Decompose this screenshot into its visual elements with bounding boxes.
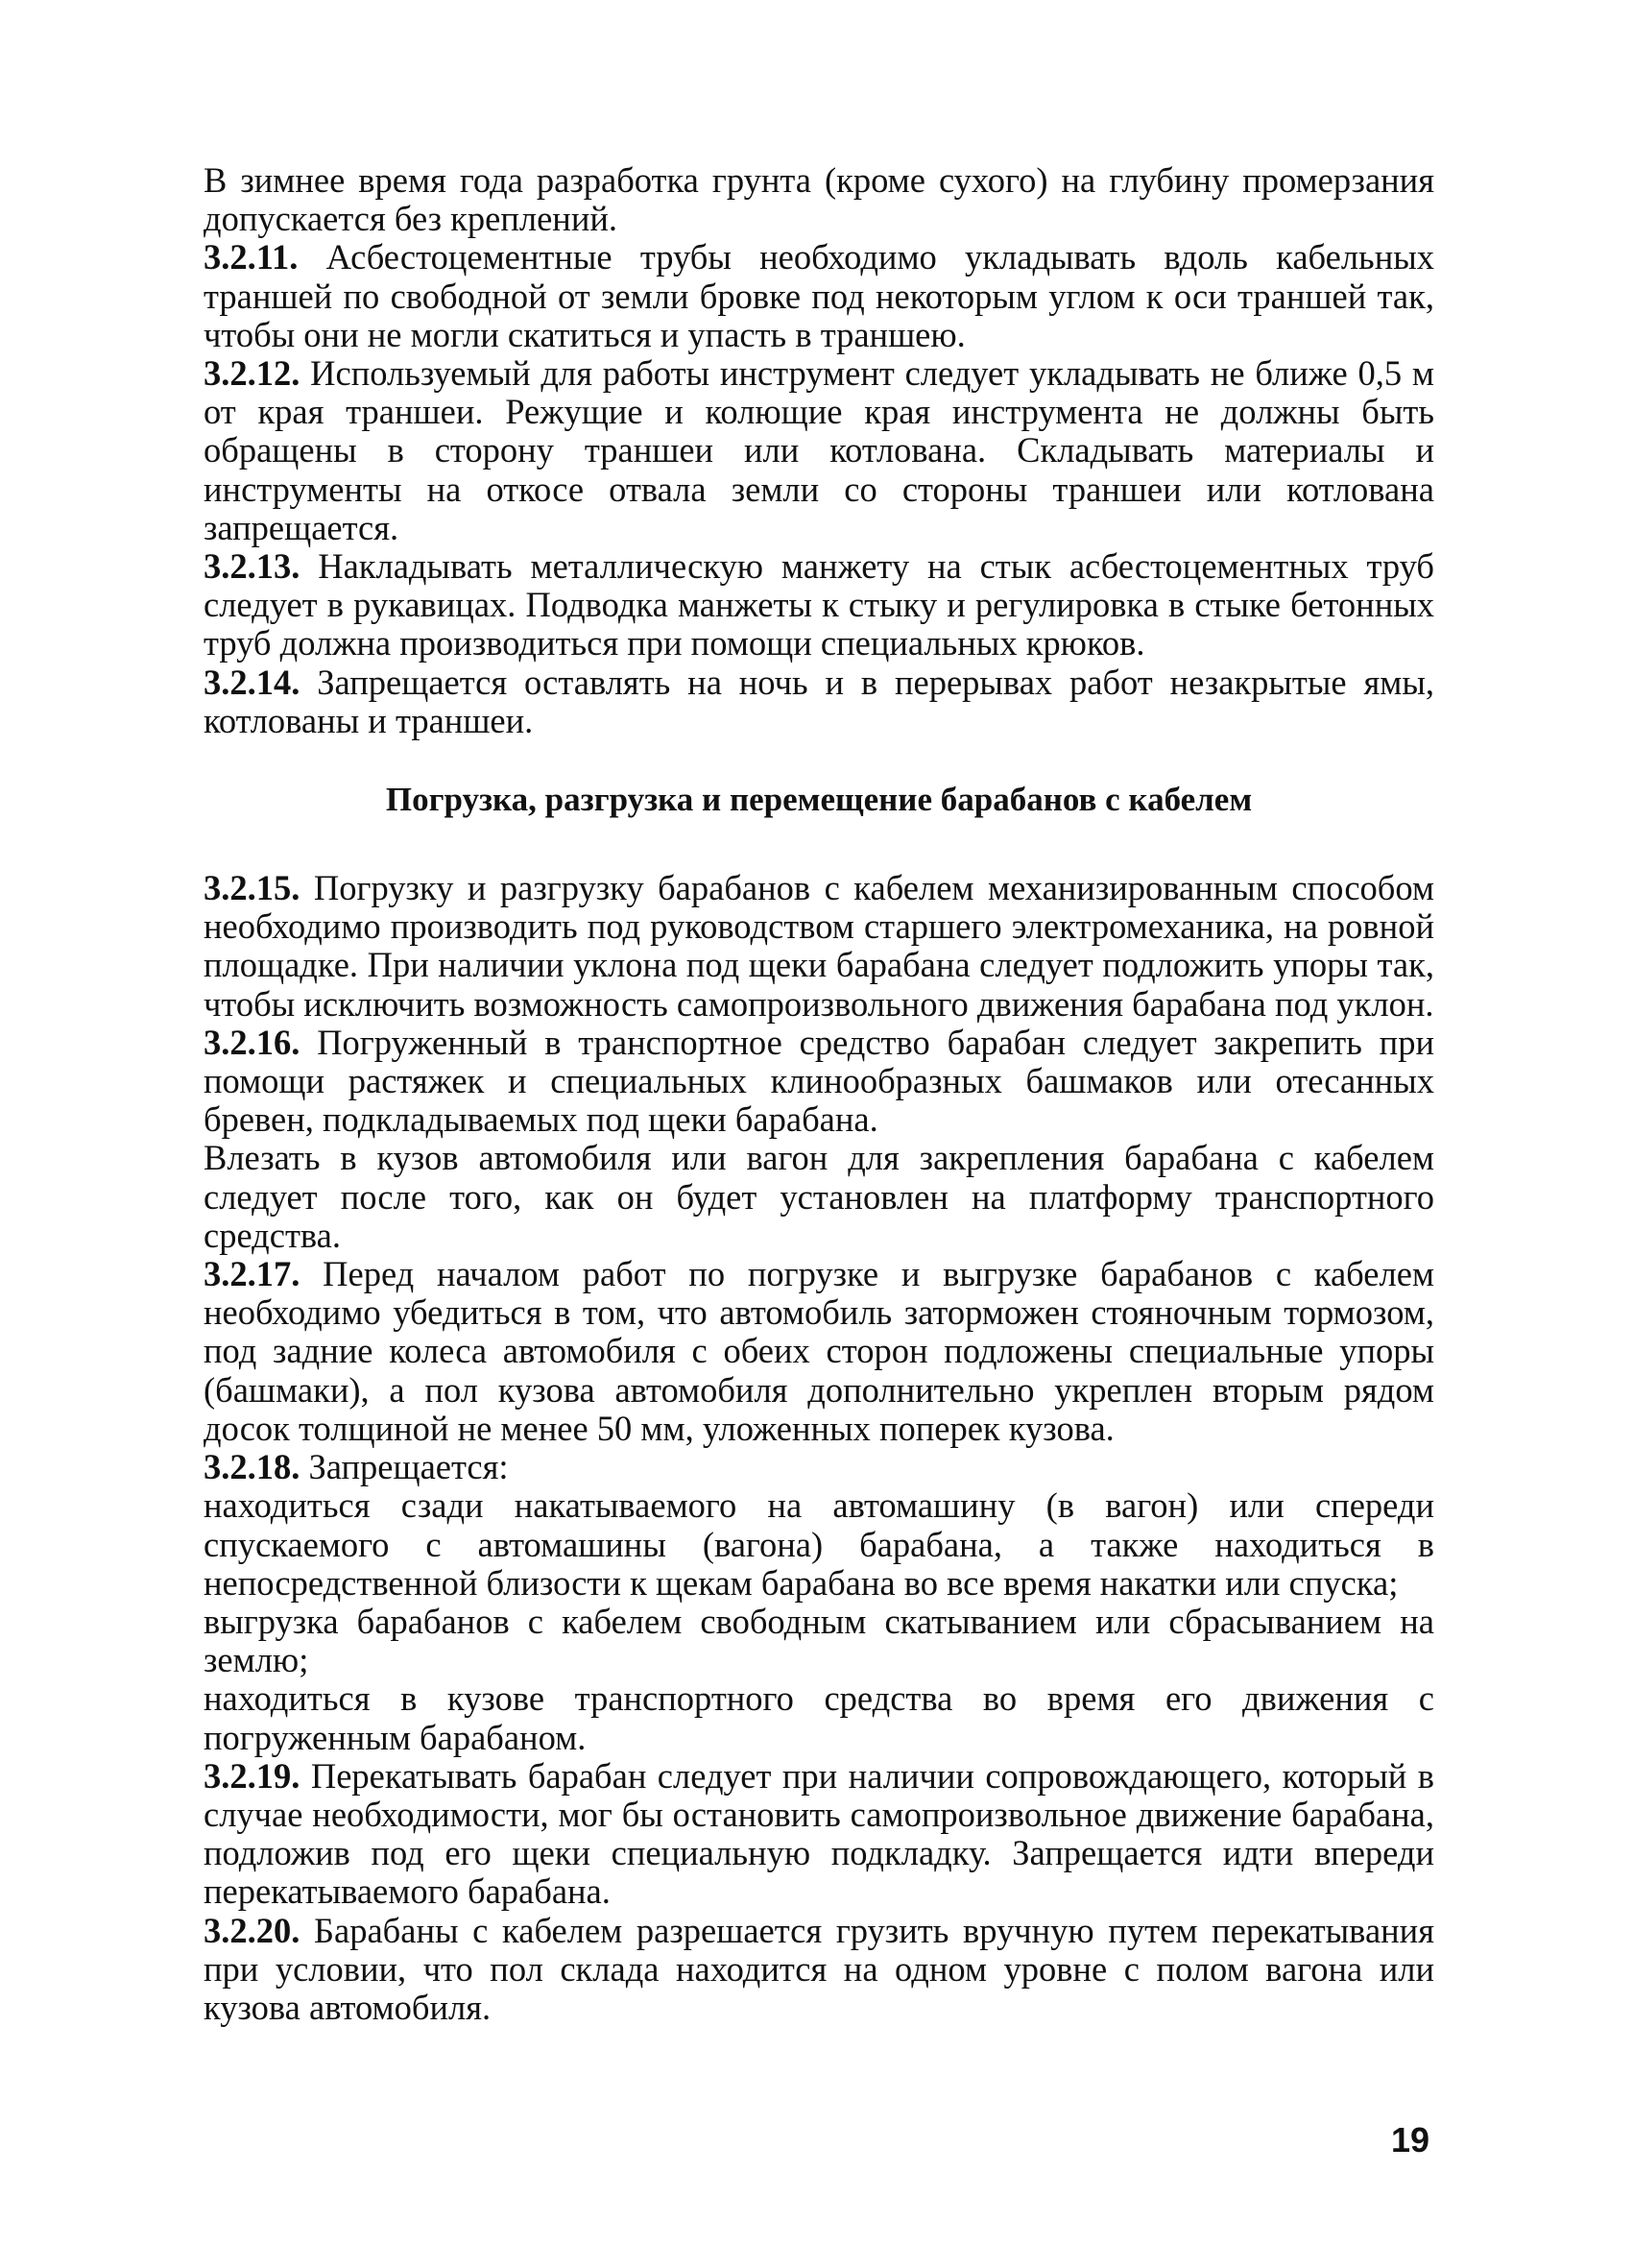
- paragraph-3-2-13: [204, 547, 1434, 664]
- paragraph-text: Запрещается оставлять на ночь и в перерывах работ незакрытые ямы, котлованы и траншеи.: [204, 662, 1434, 740]
- paragraph-3-2-15: [204, 869, 1434, 1024]
- paragraph-3-2-12: [204, 354, 1434, 547]
- paragraph-text: Погруженный в транспортное средство барабан следует закрепить при помощи растяжек и специальных клинообразных башмаков или отесанных бревен, подкладываемых под щеки барабана.: [204, 1022, 1434, 1140]
- paragraph-number: 3.2.20.: [204, 1910, 300, 1950]
- paragraph-text: Асбестоцементные трубы необходимо укладывать вдоль кабельных траншей по свободной от земли бровке под некоторым углом к оси траншей так, чтобы они не могли скатиться и упасть в траншею.: [204, 237, 1434, 354]
- paragraph-text: Влезать в кузов автомобиля или вагон для закрепления барабана с кабелем следует после того, как он будет установлен на платформу транспортного средства.: [204, 1138, 1434, 1255]
- paragraph-number: 3.2.18.: [204, 1447, 300, 1487]
- paragraph-prohibition-2: [204, 1603, 1434, 1679]
- paragraph-text: В зимнее время года разработка грунта (кроме сухого) на глубину промерзания допускается без креплений.: [204, 160, 1434, 239]
- paragraph-vehicle: [204, 1139, 1434, 1255]
- paragraph-number: 3.2.19.: [204, 1755, 300, 1796]
- paragraph-3-2-19: [204, 1757, 1434, 1912]
- paragraph-winter: [204, 161, 1434, 238]
- paragraph-number: 3.2.16.: [204, 1022, 300, 1062]
- paragraph-text: Запрещается:: [300, 1447, 509, 1487]
- paragraph-text: Используемый для работы инструмент следует укладывать не ближе 0,5 м от края траншеи. Режущие и колющие края инструмента не должны быть обращены в сторону траншеи или котлована. Складывать материалы и инструменты на откосе отвала земли со стороны траншеи или котлована запрещается.: [204, 353, 1434, 547]
- paragraph-number: 3.2.13.: [204, 546, 300, 587]
- paragraph-text: Накладывать металлическую манжету на стык асбестоцементных труб следует в рукавицах. Подводка манжеты к стыку и регулировка в стыке бетонных труб должна производиться при помощи специальных крюков.: [204, 546, 1434, 664]
- paragraph-text: находиться в кузове транспортного средства во время его движения с погруженным барабаном.: [204, 1678, 1434, 1757]
- paragraph-3-2-17: [204, 1255, 1434, 1448]
- paragraph-3-2-11: [204, 238, 1434, 354]
- paragraph-text: находиться сзади накатываемого на автомашину (в вагон) или спереди спускаемого с автомашины (вагона) барабана, а также находиться в непосредственной близости к щекам барабана во все время накатки или спуска;: [204, 1485, 1434, 1603]
- paragraph-number: 3.2.15.: [204, 868, 300, 908]
- paragraph-text: Погрузку и разгрузку барабанов с кабелем механизированным способом необходимо производить под руководством старшего электромеханика, на ровной площадке. При наличии уклона под щеки барабана следует подложить упоры так, чтобы исключить возможность самопроизвольного движения барабана под уклон.: [204, 868, 1434, 1024]
- paragraph-text: выгрузка барабанов с кабелем свободным скатыванием или сбрасыванием на землю;: [204, 1601, 1434, 1680]
- paragraph-number: 3.2.14.: [204, 662, 300, 702]
- paragraph-text: Перед началом работ по погрузке и выгрузке барабанов с кабелем необходимо убедиться в том, что автомобиль заторможен стояночным тормозом, под задние колеса автомобиля с обеих сторон подложены специальные упоры (башмаки), а пол кузова автомобиля дополнительно укреплен вторым рядом досок толщиной не менее 50 мм, уложенных поперек кузова.: [204, 1254, 1434, 1448]
- document-page: [204, 161, 1434, 2027]
- paragraph-number: 3.2.12.: [204, 353, 300, 394]
- paragraph-3-2-16: [204, 1024, 1434, 1140]
- paragraph-number: 3.2.17.: [204, 1254, 300, 1294]
- paragraph-3-2-18: [204, 1448, 1434, 1486]
- paragraph-3-2-14: [204, 664, 1434, 740]
- paragraph-3-2-20: [204, 1912, 1434, 2028]
- paragraph-prohibition-1: [204, 1486, 1434, 1603]
- page-number: 19: [1390, 2120, 1429, 2159]
- paragraph-text: Перекатывать барабан следует при наличии сопровождающего, который в случае необходимости, мог бы остановить самопроизвольное движение барабана, подложив под его щеки специальную подкладку. Запрещается идти впереди перекатываемого барабана.: [204, 1755, 1434, 1912]
- paragraph-text: Барабаны с кабелем разрешается грузить вручную путем перекатывания при условии, что пол склада находится на одном уровне с полом вагона или кузова автомобиля.: [204, 1910, 1434, 2027]
- paragraph-prohibition-3: [204, 1679, 1434, 1756]
- section-heading: Погрузка, разгрузка и перемещение барабанов с кабелем: [385, 781, 1253, 819]
- paragraph-number: 3.2.11.: [204, 237, 299, 277]
